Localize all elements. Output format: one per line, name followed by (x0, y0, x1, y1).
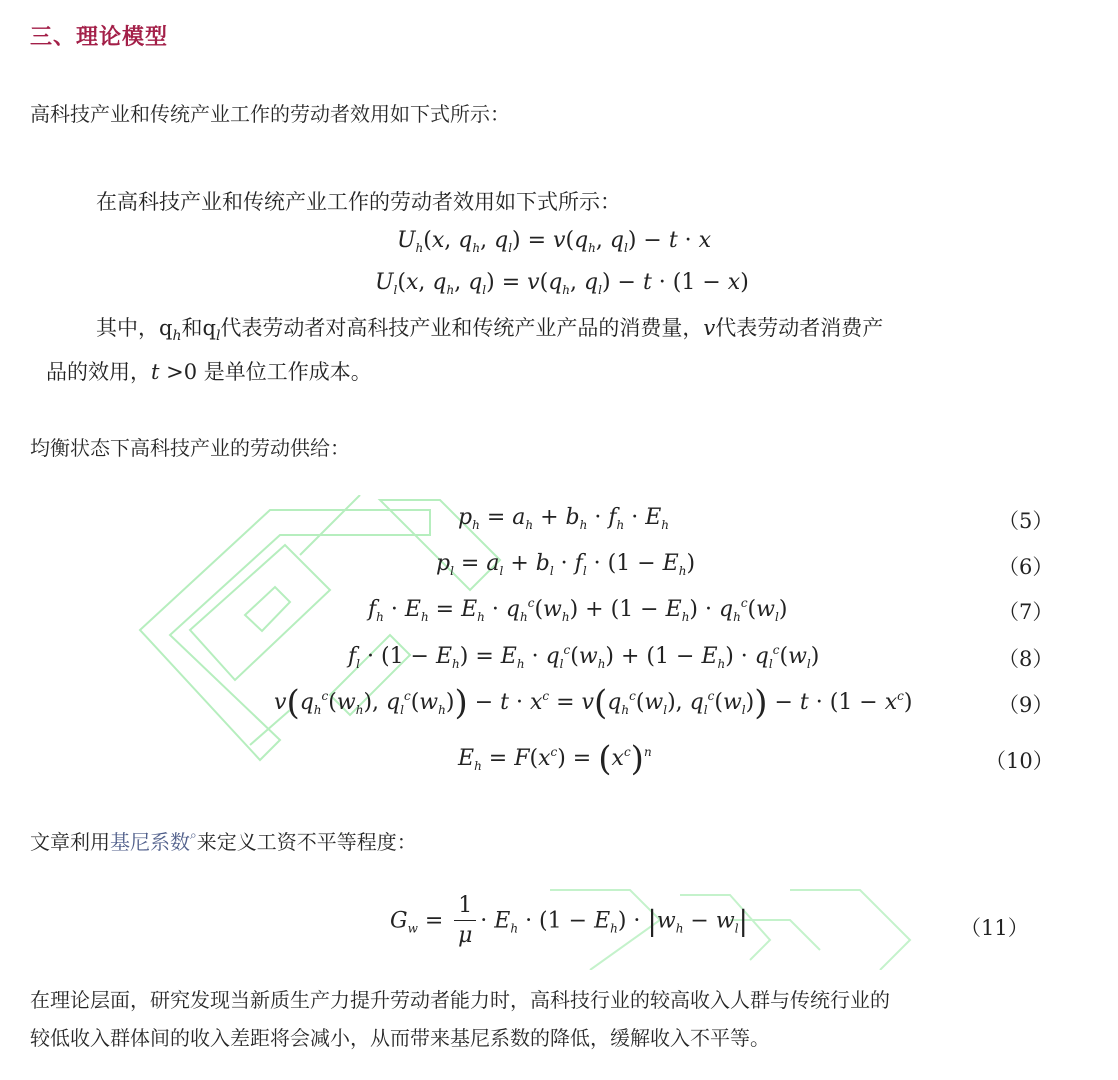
utility-equation-h: $U_h(x$, $q_h$, $q_l) = v(q_h$, $q_l) - t \cdot x$ (397, 228, 712, 255)
gini-intro-paragraph (30, 826, 417, 855)
section-heading: 三、理论模型 (30, 25, 169, 50)
gini-intro-after: 来定义工资不平等程度： (196, 830, 417, 854)
equation-number-7: （7） (998, 600, 1054, 624)
figure-explanation-line1: 其中，$q_h$和$q_l$代表劳动者对高科技产业和传统产业产品的消费量，v代表劳动者消费产 (96, 316, 884, 345)
equation-number-11: （11） (960, 916, 1029, 940)
gini-intro-before: 文章利用 (30, 830, 110, 854)
equation-9: $v(q_h^c(w_h)$, $q_l^c(w_h)) - t \cdot x^c = v(q_h^c(w_l)$, $q_l^c(w_l)) - t \cdot (1 - x^c)$ (274, 683, 913, 723)
equation-6: $p_l = a_l + b_l \cdot f_l \cdot (1 - E_h)$ (436, 551, 696, 578)
equation-10: $E_h = F(x^c) = (x^c)^n$ (458, 739, 652, 779)
conclusion-line-1: 在理论层面，研究发现当新质生产力提升劳动者能力时，高科技行业的较高收入人群与传统行业的 (30, 988, 890, 1012)
equation-8: $f_l \cdot (1 - E_h) = E_h \cdot q_l^c(w_h) + (1 - E_h) \cdot q_l^c(w_l)$ (348, 643, 820, 671)
figure-intro-line: 在高科技产业和传统产业工作的劳动者效用如下式所示： (96, 190, 621, 214)
supply-intro-paragraph: 均衡状态下高科技产业的劳动供给： (30, 436, 350, 460)
intro-paragraph: 高科技产业和传统产业工作的劳动者效用如下式所示： (30, 102, 510, 126)
equation-number-6: （6） (998, 555, 1054, 579)
equation-number-8: （8） (998, 647, 1054, 671)
equation-7: $f_h \cdot E_h = E_h \cdot q_h^c(w_h) + (1 - E_h) \cdot q_h^c(w_l)$ (368, 596, 788, 624)
equation-number-9: （9） (998, 693, 1054, 717)
utility-equation-l: $U_l(x$, $q_h$, $q_l) = v(q_h$, $q_l) - t \cdot (1 - x)$ (375, 270, 749, 297)
search-icon[interactable]: ⌕ (190, 828, 197, 842)
conclusion-line-2: 较低收入群体间的收入差距将会减小，从而带来基尼系数的降低，缓解收入不平等。 (30, 1026, 770, 1050)
equation-number-10: （10） (985, 749, 1054, 773)
equation-number-5: （5） (998, 509, 1054, 533)
equation-5: $p_h = a_h + b_h \cdot f_h \cdot E_h$ (458, 505, 670, 532)
figure-explanation-line2: 品的效用，t >0 是单位工作成本。 (46, 360, 372, 384)
gini-coefficient-link[interactable]: 基尼系数 (110, 830, 190, 854)
gini-figure (30, 880, 1090, 970)
gini-equation: $G_w$ = $\frac{1}{\mu}$ · $E_h \cdot (1 - E_h) \cdot |w_h - w_l|$ (390, 893, 748, 948)
utility-figure (30, 172, 1090, 392)
equations-figure (30, 495, 1090, 790)
